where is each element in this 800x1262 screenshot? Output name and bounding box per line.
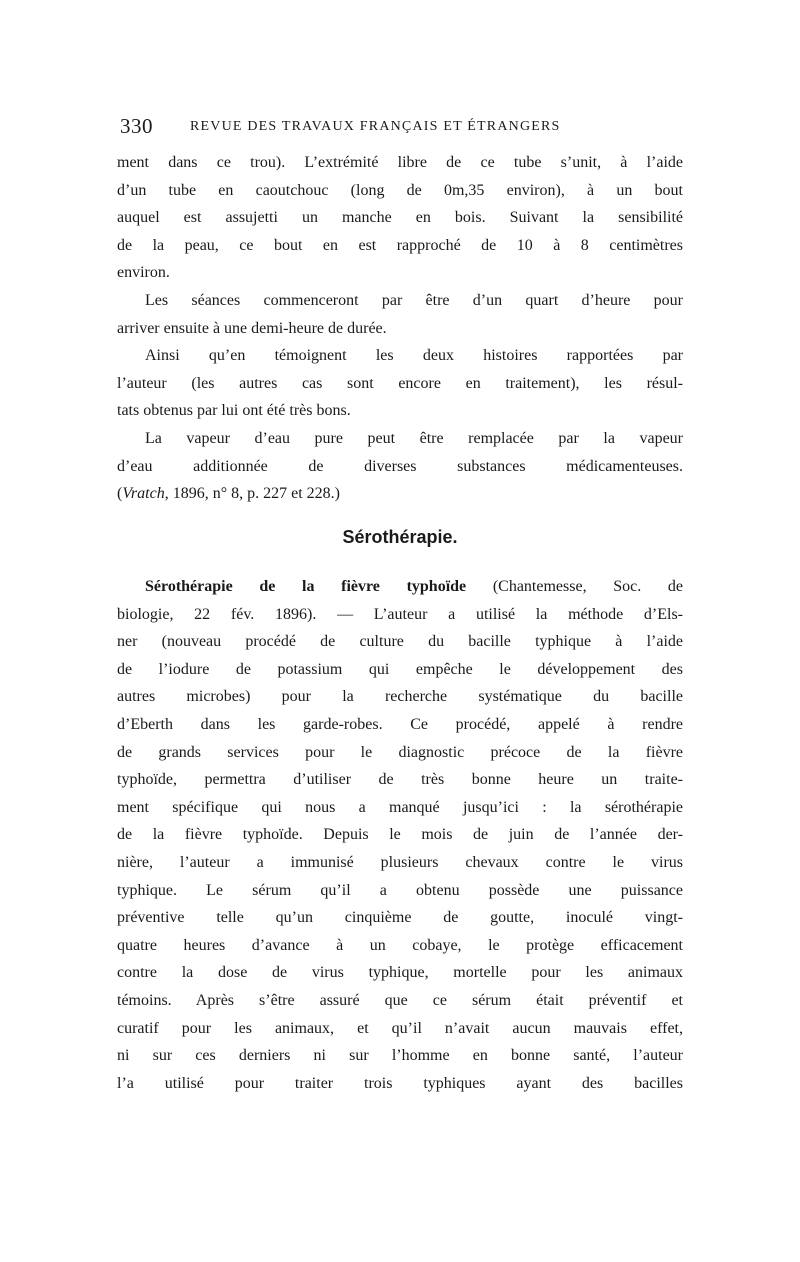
text-line: La vapeur d’eau pure peut être remplacée par la vapeur [145,429,683,447]
text-line: auquel est assujetti un manche en bois. Suivant la sensibilité [117,209,683,227]
text-line: de la fièvre typhoïde. Depuis le mois de juin de l’année der- [117,826,683,844]
text-line: arriver ensuite à une demi-heure de durée. [117,319,387,337]
text-line: d’un tube en caoutchouc (long de 0m,35 environ), à un bout [117,181,683,199]
text-line: Les séances commenceront par être d’un quart d’heure pour [145,291,683,309]
text-line: autres microbes) pour la recherche systématique du bacille [117,688,683,706]
text-block-serotherapy [117,573,683,1097]
section-title: Sérothérapie. [342,527,458,547]
text-line: environ. [117,264,170,282]
text-line: (Vratch, 1896, n° 8, p. 227 et 228.) [117,485,340,503]
text-line: de l’iodure de potassium qui empêche le développement des [117,660,683,678]
page-number: 330 [120,114,153,138]
text-line: Sérothérapie de la fièvre typhoïde (Chantemesse, Soc. de [145,578,683,595]
text-line: d’eau additionnée de diverses substances médicamenteuses. [117,457,683,475]
text-line: préventive telle qu’un cinquième de goutte, inoculé vingt- [117,909,683,927]
text-line: typhoïde, permettra d’utiliser de très bonne heure un traite- [117,771,683,789]
running-title: REVUE DES TRAVAUX FRANÇAIS ET ÉTRANGERS [190,119,561,134]
text-line: typhique. Le sérum qu’il a obtenu possède une puissance [117,881,683,899]
text-line: curatif pour les animaux, et qu’il n’avait aucun mauvais effet, [117,1019,683,1037]
text-line: contre la dose de virus typhique, mortelle pour les animaux [117,964,683,982]
text-line: ment spécifique qui nous a manqué jusqu’ici : la sérothérapie [117,798,683,816]
text-line: ni sur ces derniers ni sur l’homme en bonne santé, l’auteur [117,1047,683,1065]
text-line: quatre heures d’avance à un cobaye, le protège efficacement [117,936,683,954]
text-line: nière, l’auteur a immunisé plusieurs chevaux contre le virus [117,853,683,871]
text-line: Ainsi qu’en témoignent les deux histoires rapportées par [145,347,683,365]
text-line: tats obtenus par lui ont été très bons. [117,402,351,420]
text-block-continuation [117,149,683,508]
text-line: de grands services pour le diagnostic précoce de la fièvre [117,743,683,761]
text-line: ment dans ce trou). L’extrémité libre de ce tube s’unit, à l’aide [117,154,683,171]
text-line: biologie, 22 fév. 1896). — L’auteur a utilisé la méthode d’Els- [117,605,683,623]
text-line: d’Eberth dans les garde-robes. Ce procédé, appelé à rendre [117,715,683,733]
text-line: de la peau, ce bout en est rapproché de 10 à 8 centimètres [117,236,683,254]
text-line: témoins. Après s’être assuré que ce sérum était préventif et [117,991,683,1009]
text-line: ner (nouveau procédé de culture du bacille typhique à l’aide [117,633,683,651]
text-line: l’auteur (les autres cas sont encore en traitement), les résul- [117,374,683,392]
text-line: l’a utilisé pour traiter trois typhiques ayant des bacilles [117,1074,683,1092]
